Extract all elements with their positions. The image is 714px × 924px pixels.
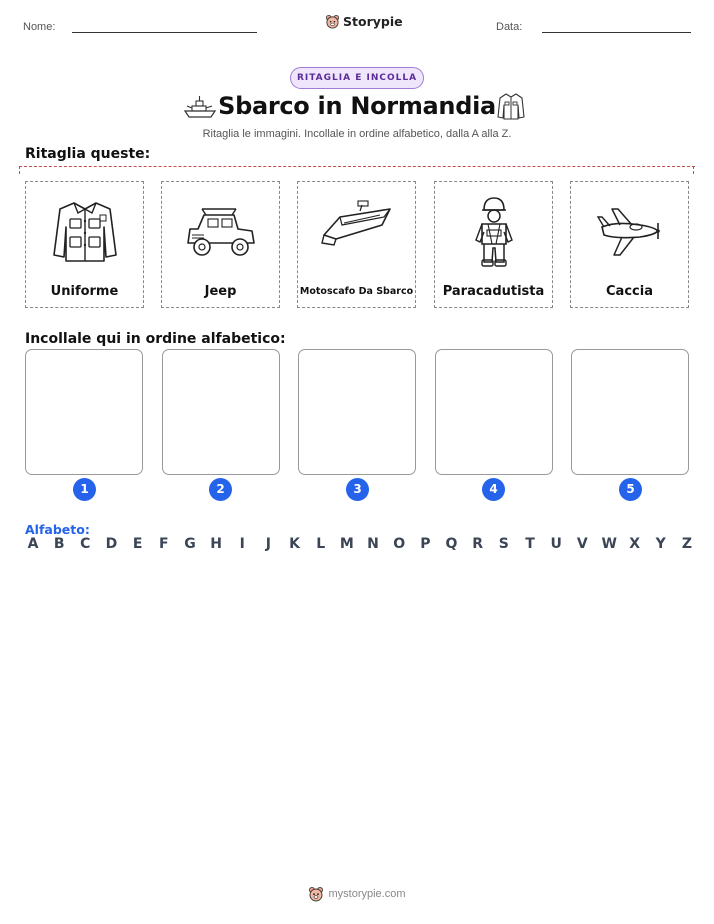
card-label: Motoscafo Da Sbarco <box>299 286 414 297</box>
alphabet-letter: I <box>239 536 245 552</box>
storypie-mascot-icon <box>325 14 340 29</box>
uniform-icon <box>50 199 120 265</box>
alphabet-letter: X <box>629 536 640 552</box>
card-label: Caccia <box>606 284 653 299</box>
paste-box-1[interactable] <box>25 349 143 475</box>
instructions: Ritaglia le immagini. Incollale in ordine alfabetico, dalla A alla Z. <box>202 128 512 140</box>
date-line[interactable] <box>542 32 691 33</box>
alphabet-letter: W <box>601 536 617 552</box>
paste-box-5[interactable] <box>571 349 689 475</box>
card-label: Paracadutista <box>442 284 545 299</box>
page-title: Sbarco in Normandia <box>218 92 496 120</box>
alphabet-letter: Q <box>445 536 458 552</box>
card-label: Uniforme <box>50 284 119 299</box>
alphabet-letter: M <box>339 536 354 552</box>
cut-card-caccia[interactable] <box>570 181 689 308</box>
brand-logo <box>325 14 403 29</box>
slot-number-3: 3 <box>346 478 369 501</box>
alphabet-letter: V <box>576 536 588 552</box>
slot-number-5: 5 <box>619 478 642 501</box>
date-label: Data: <box>496 21 523 33</box>
alphabet-letter: B <box>53 536 65 552</box>
brand-name: Storypie <box>343 14 403 29</box>
alphabet-letter: Z <box>681 536 692 552</box>
cut-card-paracadutista[interactable] <box>434 181 553 308</box>
alphabet-letter: D <box>105 536 118 552</box>
slot-number-4: 4 <box>482 478 505 501</box>
footer <box>0 886 714 902</box>
cut-card-motoscafo[interactable] <box>297 181 416 308</box>
slot-number-2: 2 <box>209 478 232 501</box>
alphabet-letter: J <box>265 536 272 552</box>
alphabet-letter: A <box>27 536 39 552</box>
paste-box-4[interactable] <box>435 349 553 475</box>
alphabet-letter: U <box>550 536 562 552</box>
paste-box-3[interactable] <box>298 349 416 475</box>
name-label: Nome: <box>23 21 56 33</box>
alphabet-letter: C <box>80 536 91 552</box>
cut-heading: Ritaglia queste: <box>25 146 151 162</box>
landing-craft-icon <box>320 197 394 247</box>
jeep-icon <box>184 205 258 259</box>
alphabet-letter: N <box>367 536 379 552</box>
fighter-plane-icon <box>596 205 664 259</box>
storypie-mascot-icon <box>308 886 324 902</box>
alphabet-letter: R <box>472 536 484 552</box>
alphabet-letter: E <box>132 536 143 552</box>
alphabet-letter: T <box>525 536 535 552</box>
activity-badge: RITAGLIA E INCOLLA <box>290 67 424 89</box>
name-line[interactable] <box>72 32 257 33</box>
alphabet-letter: H <box>210 536 222 552</box>
slot-number-1: 1 <box>73 478 96 501</box>
alphabet-letter: O <box>393 536 406 552</box>
alphabet-letter: P <box>420 536 431 552</box>
uniform-jacket-icon <box>496 91 526 121</box>
paste-heading: Incollale qui in ordine alfabetico: <box>25 331 286 347</box>
cut-line-right <box>693 166 694 174</box>
cut-card-uniforme[interactable] <box>25 181 144 308</box>
alphabet-letter: L <box>316 536 326 552</box>
alphabet-letter: G <box>184 536 196 552</box>
cut-card-jeep[interactable] <box>161 181 280 308</box>
card-label: Jeep <box>204 284 237 299</box>
alphabet-letter: Y <box>655 536 666 552</box>
paste-box-2[interactable] <box>162 349 280 475</box>
alphabet-letter: F <box>158 536 169 552</box>
alphabet-heading: Alfabeto: <box>25 522 90 537</box>
cut-line <box>19 166 695 167</box>
paratrooper-icon <box>472 196 516 268</box>
alphabet-letter: S <box>498 536 509 552</box>
alphabet-letter: K <box>289 536 300 552</box>
footer-url[interactable]: mystorypie.com <box>328 888 406 900</box>
alphabet-row <box>26 536 694 552</box>
cut-line-left <box>19 166 20 174</box>
